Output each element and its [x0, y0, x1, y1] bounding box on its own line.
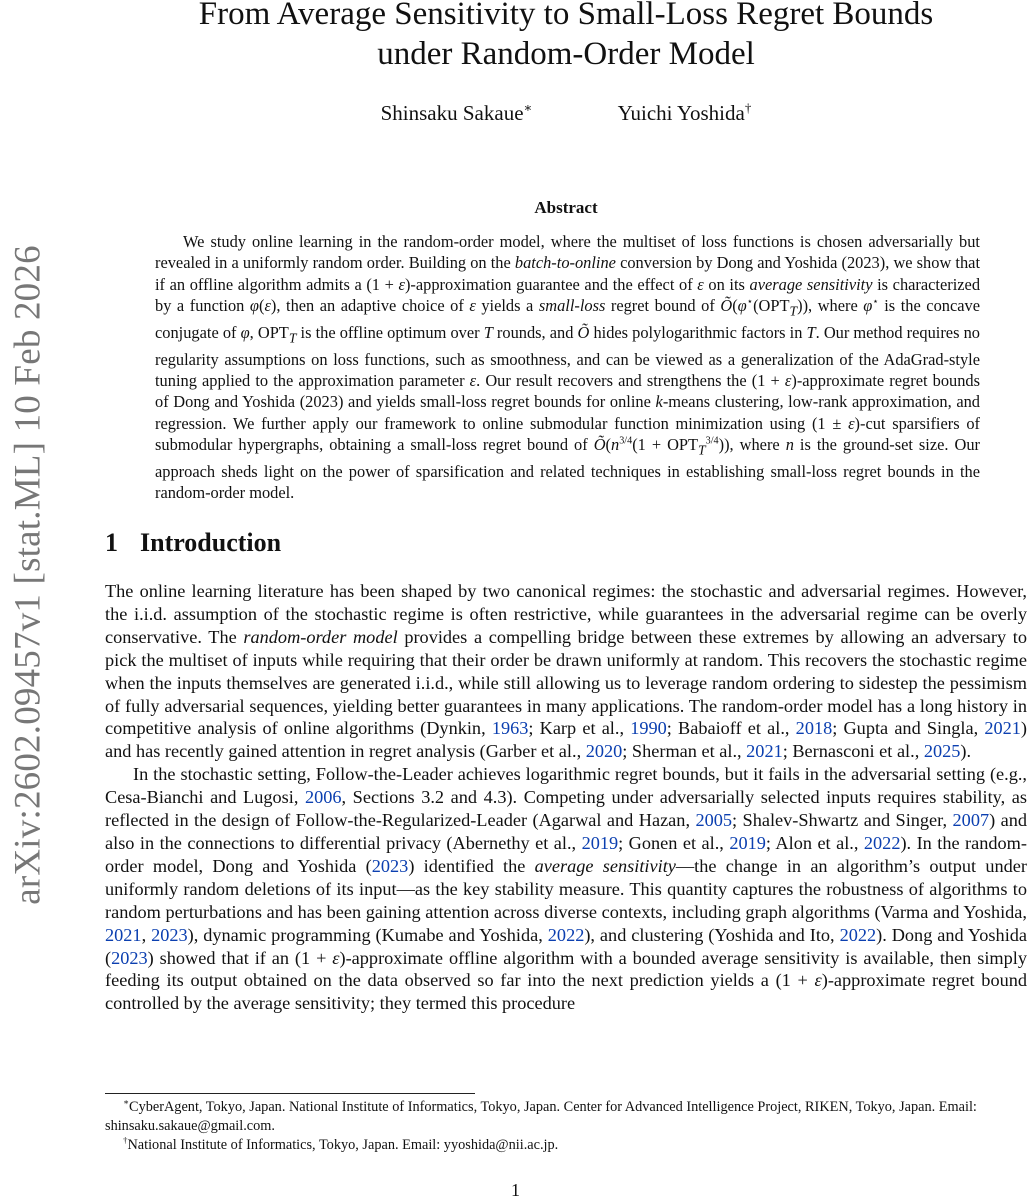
author-2	[618, 101, 752, 126]
paper-title	[105, 0, 1027, 74]
citation-link[interactable]: 1963	[491, 718, 529, 739]
arxiv-identifier-text: arXiv:2602.09457v1 [stat.ML] 10 Feb 2026	[7, 245, 49, 905]
abstract-heading: Abstract	[534, 198, 598, 217]
citation-link[interactable]: 2025	[923, 741, 961, 762]
section-title: Introduction	[140, 528, 282, 557]
citation-link[interactable]: 2006	[304, 787, 342, 808]
citation-link[interactable]: 2022	[863, 832, 901, 853]
footnotes	[105, 1098, 1027, 1155]
citation-link[interactable]: 2023	[151, 924, 188, 945]
citation-link[interactable]: 2023	[111, 947, 148, 968]
citation-link[interactable]: 2018	[795, 718, 833, 739]
intro-paragraph-1: The online learning literature has been shaped by two canonical regimes: the stochastic and adversarial regimes. However, the i.i.d. assumption of the stochastic regime is often restrictive, while guarantees in the adversarial regime can be overly conservative. The random-order model provides a compelling bridge between these extremes by allowing an adversary to pick the multiset of inputs while requiring that their order be drawn uniformly at random. This recovers the stochastic regime when the inputs themselves are generated i.i.d., while still allowing us to leverage random ordering to sidestep the pessimism of fully adversarial sequences, yielding better guarantees in many applications. The random-order model has a long history in competitive analysis of online algorithms (Dynkin, 1963; Karp et al., 1990; Babaioff et al., 2018; Gupta and Singla, 2021) and has recently gained attention in regret analysis (Garber et al., 2020; Sherman et al., 2021; Bernasconi et al., 2025).	[105, 581, 1027, 762]
footnote-1-text: CyberAgent, Tokyo, Japan. National Institute of Informatics, Tokyo, Japan. Center for Advanced Intelligence Project, RIKEN, Tokyo, Japan. Email: shinsaku.sakaue@gmail.com.	[105, 1099, 977, 1134]
author-1-mark: ∗	[523, 100, 533, 115]
author-2-name: Yuichi Yoshida	[617, 101, 745, 125]
abstract-body: We study online learning in the random-order model, where the multiset of loss functions is chosen adversarially but revealed in a uniformly random order. Building on the batch-to-online conversion by Dong and Yoshida (2023), we show that if an offline algorithm admits a (1 + ε)-approximation guarantee and the effect of ε on its average sensitivity is characterized by a function φ(ε), then an adaptive choice of ε yields a small-loss regret bound of $Õ(\varphi^⋆(OPT_T))$, where φ⋆ is the concave conjugate of φ, $OPT_T$ is the offline optimum over T rounds, and Õ hides polylogarithmic factors in T. Our method requires no regularity assumptions on loss functions, such as smoothness, and can be viewed as a generalization of the AdaGrad-style tuning applied to the approximation parameter ε. Our result recovers and strengthens the (1 + ε)-approximate regret bounds of Dong and Yoshida (2023) and yields small-loss regret bounds for online k-means clustering, low-rank approximation, and regression. We further apply our framework to online submodular function minimization using (1 ± ε)-cut sparsifiers of submodular hypergraphs, obtaining a small-loss regret bound of $Õ(n^{3/4}(1 + OPT_T^{3/4}))$, where n is the ground-set size. Our approach sheds light on the power of sparsification and related techniques in establishing small-loss regret bounds in the random-order model.	[155, 232, 981, 503]
citation-link[interactable]: 2020	[585, 741, 623, 762]
citation-link[interactable]: 2007	[952, 810, 990, 831]
footnote-2	[105, 1136, 1027, 1155]
citation-link[interactable]: 2021	[746, 741, 783, 762]
section-heading	[105, 528, 281, 558]
citation-link[interactable]: 2023	[371, 855, 409, 876]
author-1	[381, 101, 533, 126]
citation-link[interactable]: 2021	[984, 718, 1021, 739]
footnote-1-mark: ∗	[123, 1097, 130, 1108]
title-line-2: under Random-Order Model	[377, 36, 755, 72]
page-number: 1	[511, 1180, 520, 1200]
footnote-2-text: National Institute of Informatics, Tokyo, Japan. Email: yyoshida@nii.ac.jp.	[127, 1137, 559, 1153]
citation-link[interactable]: 2021	[105, 924, 142, 945]
author-2-mark: †	[744, 100, 752, 115]
footnote-rule	[105, 1093, 475, 1094]
intro-paragraph-2: In the stochastic setting, Follow-the-Leader achieves logarithmic regret bounds, but it fails in the adversarial setting (e.g., Cesa-Bianchi and Lugosi, 2006, Sections 3.2 and 4.3). Competing under adversarially selected inputs requires stability, as reflected in the design of Follow-the-Regularized-Leader (Agarwal and Hazan, 2005; Shalev-Shwartz and Singer, 2007) and also in the connections to differential privacy (Abernethy et al., 2019; Gonen et al., 2019; Alon et al., 2022). In the random-order model, Dong and Yoshida (2023) identified the average sensitivity—the change in an algorithm’s output under uniformly random deletions of its input—as the key stability measure. This quantity captures the robustness of algorithms to random perturbations and has been gaining attention across diverse contexts, including graph algorithms (Varma and Yoshida, 2021, 2023), dynamic programming (Kumabe and Yoshida, 2022), and clustering (Yoshida and Ito, 2022). Dong and Yoshida (2023) showed that if an (1 + ε)-approximate offline algorithm with a bounded average sensitivity is available, then simply feeding its output obtained on the data observed so far into the next prediction yields a (1 + ε)-approximate regret bound controlled by the average sensitivity; they termed this procedure	[105, 764, 1028, 1014]
title-line-1: From Average Sensitivity to Small-Loss Regret Bounds	[198, 0, 934, 32]
citation-link[interactable]: 2022	[547, 924, 585, 945]
section-number: 1	[105, 528, 118, 557]
introduction-body	[105, 580, 1027, 1015]
author-list	[105, 101, 1027, 126]
author-1-name: Shinsaku Sakaue	[380, 101, 524, 125]
footnote-1	[105, 1098, 1027, 1136]
arxiv-identifier	[8, 205, 48, 945]
citation-link[interactable]: 2019	[581, 832, 619, 853]
footnote-2-mark: †	[123, 1135, 128, 1146]
citation-link[interactable]: 2019	[729, 832, 766, 853]
citation-link[interactable]: 1990	[630, 718, 667, 739]
citation-link[interactable]: 2005	[695, 810, 733, 831]
citation-link[interactable]: 2022	[839, 924, 877, 945]
